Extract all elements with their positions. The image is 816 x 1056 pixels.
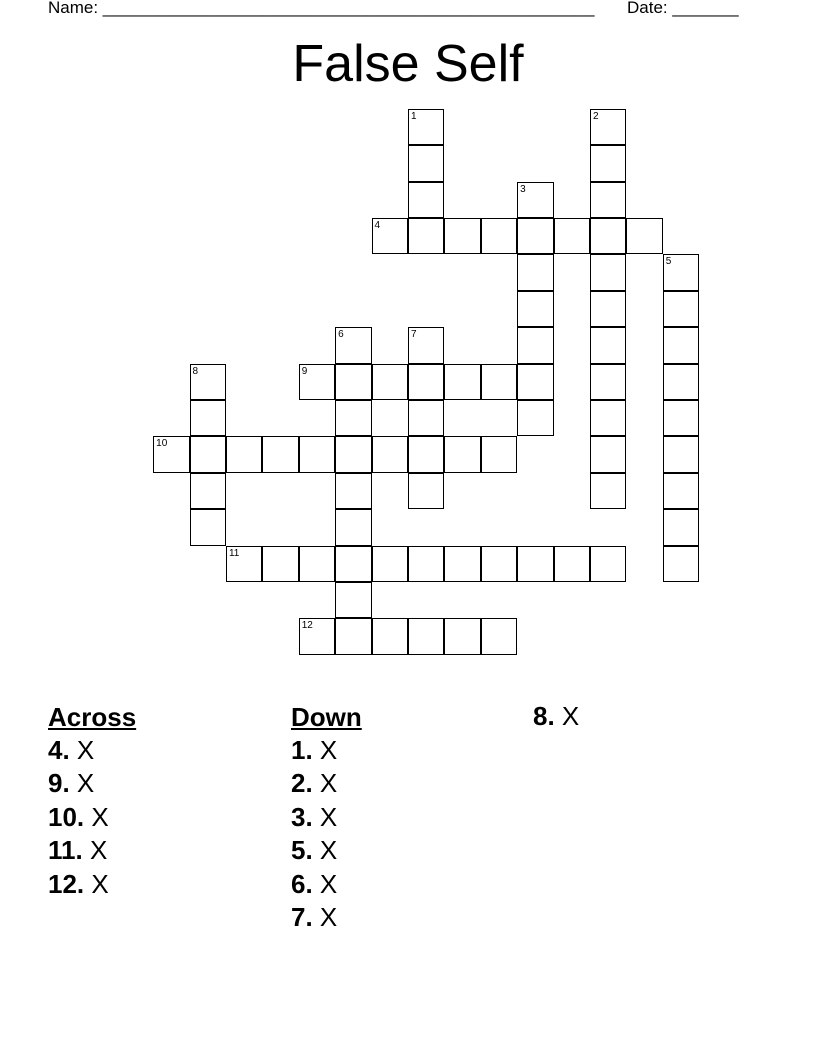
grid-cell[interactable] [554, 218, 590, 254]
clue-number: 7 [410, 329, 417, 341]
across-clues [48, 700, 136, 901]
grid-cell[interactable] [335, 327, 371, 363]
grid-cell[interactable] [444, 364, 480, 400]
date-line: Date: _______ [627, 0, 739, 17]
grid-cell[interactable] [517, 546, 553, 582]
clue-number: 1 [410, 110, 417, 122]
grid-cell[interactable] [517, 291, 553, 327]
grid-cell[interactable] [517, 364, 553, 400]
grid-cell[interactable] [444, 546, 480, 582]
clue-number: 2 [592, 110, 599, 122]
grid-cell[interactable] [481, 546, 517, 582]
clue-number: 10 [156, 438, 168, 450]
grid-cell[interactable] [372, 436, 408, 472]
grid-cell[interactable] [299, 364, 335, 400]
clue-number: 12 [301, 620, 313, 632]
clue-number-label: 5. [291, 835, 313, 866]
clue-number: 11 [228, 547, 240, 559]
clue-number-label: 11. [48, 835, 83, 866]
grid-cell[interactable] [663, 509, 699, 545]
grid-cell[interactable] [517, 254, 553, 290]
grid-cell[interactable] [335, 436, 371, 472]
clue-number: 9 [301, 365, 308, 377]
grid-cell[interactable] [444, 436, 480, 472]
clue-text: X [319, 868, 338, 899]
clue-number-label: 1. [291, 735, 313, 765]
grid-cell[interactable] [481, 218, 517, 254]
clue-text: X [319, 901, 338, 932]
clue-item [291, 834, 362, 867]
grid-cell[interactable] [626, 218, 662, 254]
grid-cell[interactable] [408, 436, 444, 472]
grid-cell[interactable] [335, 509, 371, 545]
grid-cell[interactable] [190, 400, 226, 436]
grid-cell[interactable] [554, 546, 590, 582]
puzzle-title: False Self [292, 35, 524, 93]
grid-cell[interactable] [590, 436, 626, 472]
grid-cell[interactable] [663, 254, 699, 290]
grid-cell[interactable] [590, 291, 626, 327]
clue-text: X [319, 735, 338, 765]
grid-cell[interactable] [663, 436, 699, 472]
clue-item [48, 734, 136, 767]
down-clues [291, 700, 362, 934]
grid-cell[interactable] [481, 436, 517, 472]
grid-cell[interactable] [517, 182, 553, 218]
grid-cell[interactable] [299, 618, 335, 654]
grid-cell[interactable] [590, 327, 626, 363]
clue-text: X [91, 801, 109, 832]
clue-number-label: 12. [48, 868, 85, 899]
clue-number: 4 [374, 219, 381, 231]
grid-cell[interactable] [262, 546, 298, 582]
grid-cell[interactable] [590, 109, 626, 145]
clue-text: X [561, 701, 580, 731]
grid-cell[interactable] [372, 364, 408, 400]
clue-item [291, 801, 362, 834]
grid-cell[interactable] [299, 436, 335, 472]
grid-cell[interactable] [590, 182, 626, 218]
down-heading: Down [291, 702, 362, 732]
grid-cell[interactable] [335, 400, 371, 436]
grid-cell[interactable] [663, 364, 699, 400]
clue-item [291, 767, 362, 800]
grid-cell[interactable] [663, 473, 699, 509]
clue-number-label: 9. [48, 768, 70, 799]
grid-cell[interactable] [372, 218, 408, 254]
clue-text: X [319, 835, 338, 866]
grid-cell[interactable] [481, 364, 517, 400]
clue-number-label: 3. [291, 801, 313, 832]
grid-cell[interactable] [590, 473, 626, 509]
clue-item [48, 868, 136, 901]
grid-cell[interactable] [517, 218, 553, 254]
clue-number: 6 [338, 329, 344, 341]
clue-item [291, 901, 362, 934]
name-line: Name: ____________________________________________________ [48, 0, 595, 17]
grid-cell[interactable] [372, 618, 408, 654]
clue-text: X [76, 768, 95, 799]
across-heading: Across [48, 702, 137, 732]
grid-cell[interactable] [335, 618, 371, 654]
grid-cell[interactable] [372, 546, 408, 582]
grid-cell[interactable] [262, 436, 298, 472]
grid-cell[interactable] [408, 473, 444, 509]
grid-cell[interactable] [481, 618, 517, 654]
grid-cell[interactable] [299, 546, 335, 582]
clue-number: 3 [520, 183, 526, 195]
grid-cell[interactable] [408, 546, 444, 582]
grid-cell[interactable] [190, 364, 226, 400]
grid-cell[interactable] [153, 436, 189, 472]
clue-item [291, 868, 362, 901]
grid-cell[interactable] [590, 218, 626, 254]
clue-item [48, 767, 136, 800]
grid-cell[interactable] [517, 327, 553, 363]
clue-text: X [89, 835, 108, 866]
grid-cell[interactable] [335, 364, 371, 400]
clue-text: X [76, 735, 95, 765]
clue-number-label: 2. [291, 768, 313, 799]
grid-cell[interactable] [663, 291, 699, 327]
clue-number-label: 6. [291, 868, 313, 899]
grid-cell[interactable] [408, 145, 444, 181]
grid-cell[interactable] [444, 618, 480, 654]
clue-number: 5 [665, 256, 672, 268]
grid-cell[interactable] [408, 618, 444, 654]
grid-cell[interactable] [408, 364, 444, 400]
grid-cell[interactable] [663, 546, 699, 582]
grid-cell[interactable] [408, 400, 444, 436]
grid-cell[interactable] [190, 473, 226, 509]
clue-text: X [319, 801, 338, 832]
grid-cell[interactable] [335, 582, 371, 618]
clue-number-label: 4. [48, 735, 70, 765]
grid-cell[interactable] [590, 254, 626, 290]
clue-text: X [91, 868, 109, 899]
grid-cell[interactable] [590, 364, 626, 400]
grid-cell[interactable] [408, 327, 444, 363]
clue-item [48, 834, 136, 867]
grid-cell[interactable] [444, 218, 480, 254]
clue-item [48, 801, 136, 834]
down-clues-continued [533, 700, 579, 733]
grid-cell[interactable] [663, 400, 699, 436]
grid-cell[interactable] [226, 546, 262, 582]
clue-item [533, 700, 579, 733]
grid-cell[interactable] [408, 218, 444, 254]
grid-cell[interactable] [590, 546, 626, 582]
clue-number-label: 7. [291, 901, 313, 932]
grid-cell[interactable] [590, 145, 626, 181]
grid-cell[interactable] [335, 473, 371, 509]
clue-number: 8 [192, 365, 199, 377]
grid-cell[interactable] [408, 109, 444, 145]
clue-number-label: 8. [533, 701, 555, 731]
grid-cell[interactable] [190, 509, 226, 545]
grid-cell[interactable] [226, 436, 262, 472]
grid-cell[interactable] [663, 327, 699, 363]
grid-cell[interactable] [190, 436, 226, 472]
grid-cell[interactable] [335, 546, 371, 582]
clue-text: X [319, 768, 338, 799]
grid-cell[interactable] [590, 400, 626, 436]
grid-cell[interactable] [517, 400, 553, 436]
clue-item [291, 734, 362, 767]
clue-number-label: 10. [48, 801, 85, 832]
grid-cell[interactable] [408, 182, 444, 218]
